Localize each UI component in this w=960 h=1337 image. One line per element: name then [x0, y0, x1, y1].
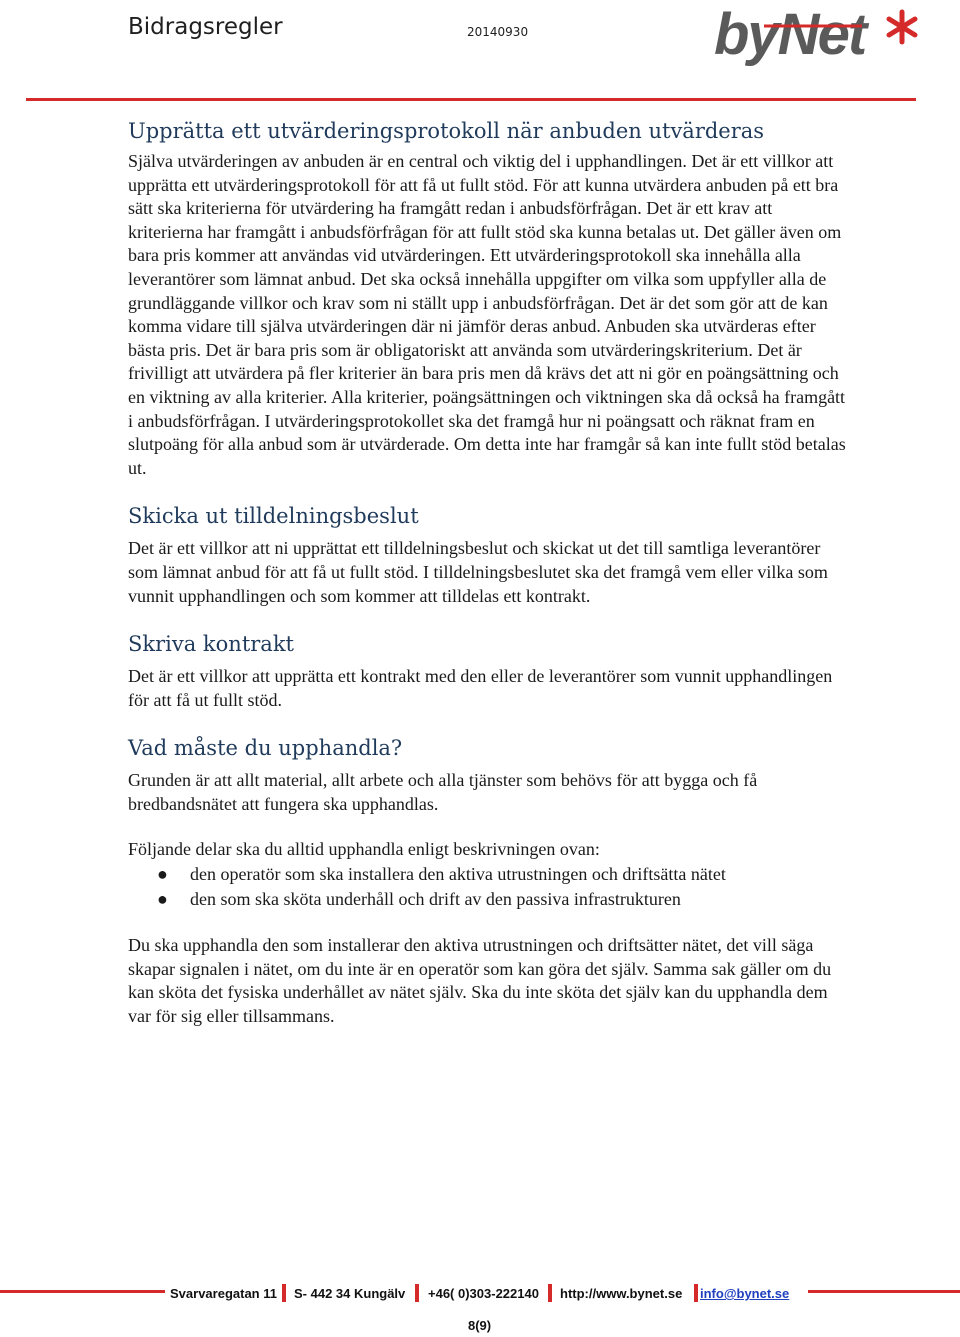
footer-website-link[interactable]: http://www.bynet.se [560, 1286, 683, 1301]
list-item-text: den som ska sköta underhåll och drift av den passiva infrastrukturen [190, 888, 681, 909]
page-number: 8(9) [468, 1318, 492, 1333]
list-item-text: den operatör som ska installera den aktiva utrustningen och driftsätta nätet [190, 864, 726, 885]
asterisk-icon [889, 12, 915, 42]
section-heading-tilldelningsbeslut: Skicka ut tilldelningsbeslut [128, 504, 419, 529]
page-footer [0, 1284, 960, 1306]
footer-rule-right [808, 1290, 960, 1293]
section-paragraph-upphandla: Grunden är att allt material, allt arbete och alla tjänster som behövs för att bygga och få bredbandsnätet att fungera ska upphandlas. [128, 770, 758, 814]
section-heading-utvardering: Upprätta ett utvärderingsprotokoll när anbuden utvärderas [128, 119, 765, 143]
footer-separator [548, 1284, 552, 1302]
section-paragraph-utvardering: Själva utvärderingen av anbuden är en central och viktig del i upphandlingen. Det är ett villkor att upprätta ett utvärderingsprotokoll för att få ut fullt stöd. För att kunna utvärdera anbuden på ett bra sätt ska kriterierna för utvärdering ha framgått redan i anbudsförfrågan. Det är ett krav att kriterierna har framgått i anbudsförfrågan för att fullt stöd ska kunna betalas ut. Det gäller även om bara pris kommer att användas vid utvärderingen. Ett utvärderingsprotokoll ska innehålla alla leverantörer som lämnat anbud. Det ska också innehålla uppgifter om vilka som uppfyller alla de grundläggande villkor och krav som ni ställt upp i anbudsförfrågan. Det är det som gör att de kan komma vidare till själva utvärderingen där ni jämför deras anbud. Anbuden ska utvärderas efter bästa pris. Det är bara pris som är obligatoriskt att använda som utvärderingskriterium. Det är frivilligt att utvärdera på fler kriterier än bara pris men då krävs det att ni gör en poängsättning och en viktning av alla kriterier. Alla kriterier, poängsättningen och viktningen ska då också ha framgått i anbudsförfrågan. I utvärderingsprotokollet ska det framgå hur ni poängsatt och räknat fram en slutpoäng för alla anbud som är utvärderade. Om detta inte har framgår så kan inte fullt stöd betalas ut. [128, 151, 846, 478]
footer-separator [415, 1284, 419, 1302]
footer-separator [694, 1284, 698, 1302]
list-item [128, 887, 848, 912]
section-paragraph-kontrakt: Det är ett villkor att upprätta ett kontrakt med den eller de leverantörer som vunnit upphandlingen för att få ut fullt stöd. [128, 666, 833, 710]
document-body [128, 116, 848, 1028]
document-title: Bidragsregler [128, 14, 283, 40]
header-rule [26, 98, 916, 101]
section-paragraph-tilldelningsbeslut: Det är ett villkor att ni upprättat ett tilldelningsbeslut och skickat ut det till samtliga leverantörer som lämnat anbud för att få ut fullt stöd. I tilldelningsbeslutet ska det framgå vem eller vilka som vunnit upphandlingen och som kommer att tilldelas ett kontrakt. [128, 538, 828, 606]
footer-address: Svarvaregatan 11 [170, 1286, 277, 1301]
section-heading-upphandla: Vad måste du upphandla? [128, 736, 403, 761]
footer-rule-left [0, 1290, 165, 1293]
bullet-list [128, 862, 848, 911]
section-heading-kontrakt: Skriva kontrakt [128, 632, 294, 657]
footer-email-link[interactable]: info@bynet.se [700, 1286, 790, 1301]
document-date: 20140930 [467, 25, 529, 39]
bullet-icon: ● [157, 888, 168, 909]
list-item [128, 862, 848, 887]
footer-separator [282, 1284, 286, 1302]
bullet-icon: ● [157, 864, 168, 885]
bynet-logo [712, 2, 922, 68]
bynet-logo-text: byNet [714, 2, 866, 67]
section-closing-paragraph: Du ska upphandla den som installerar den aktiva utrustningen och driftsätter nätet, det vill säga skapar signalen i nätet, om du inte är en operatör som kan göra det själv. Samma sak gäller om du kan sköta det fysiska underhållet av nätet själv. Ska du inte sköta det själv kan du upphandla dem var för sig eller tillsammans. [128, 935, 832, 1026]
footer-phone: +46( 0)303-222140 [428, 1286, 539, 1301]
footer-postal: S- 442 34 Kungälv [294, 1286, 406, 1301]
list-intro: Följande delar ska du alltid upphandla enligt beskrivningen ovan: [128, 839, 600, 860]
